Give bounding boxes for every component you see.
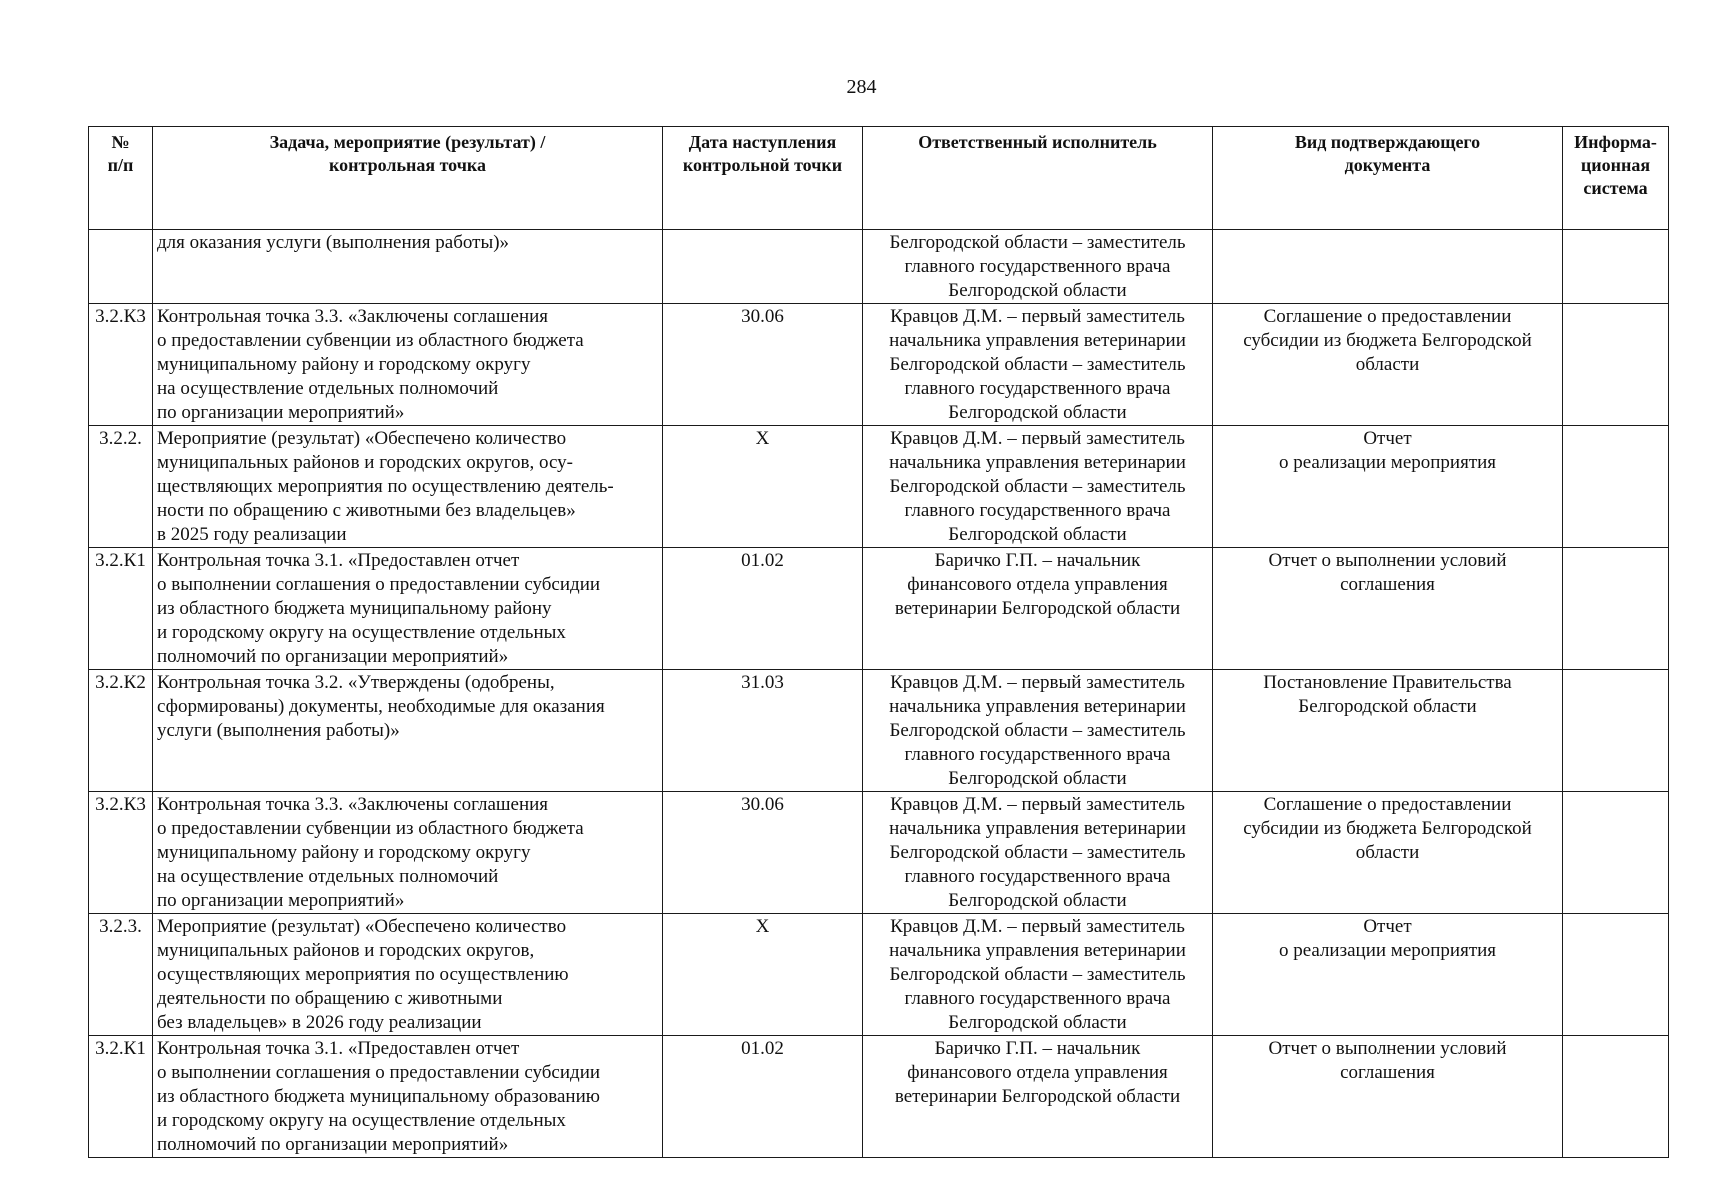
cell-date: 01.02 xyxy=(663,548,863,670)
cell-num: 3.2.2. xyxy=(89,426,153,548)
cell-responsible: Кравцов Д.М. – первый заместитель начальника управления ветеринарии Белгородской области – заместитель главного государственного врача Белгородской области xyxy=(863,914,1213,1036)
cell-document: Отчет о выполнении условий соглашения xyxy=(1213,548,1563,670)
cell-info-system xyxy=(1563,230,1669,304)
cell-info-system xyxy=(1563,304,1669,426)
cell-info-system xyxy=(1563,792,1669,914)
cell-document: Отчет о реализации мероприятия xyxy=(1213,914,1563,1036)
cell-task: Мероприятие (результат) «Обеспечено количество муниципальных районов и городских округов, осуществляющих мероприятия по осуществлению деятельности по обращению с животными без владельцев» в 2026 году реализации xyxy=(153,914,663,1036)
cell-document: Постановление Правительства Белгородской области xyxy=(1213,670,1563,792)
cell-info-system xyxy=(1563,548,1669,670)
cell-document xyxy=(1213,230,1563,304)
cell-task: Контрольная точка 3.3. «Заключены соглашения о предоставлении субвенции из областного бюджета муниципальному району и городскому округу на осуществление отдельных полномочий по организации мероприятий» xyxy=(153,792,663,914)
header-task: Задача, мероприятие (результат) / контрольная точка xyxy=(153,127,663,230)
cell-responsible: Белгородской области – заместитель главного государственного врача Белгородской области xyxy=(863,230,1213,304)
cell-document: Соглашение о предоставлении субсидии из бюджета Белгородской области xyxy=(1213,792,1563,914)
table-row xyxy=(89,914,1669,1036)
cell-date: X xyxy=(663,426,863,548)
cell-num: 3.2.3. xyxy=(89,914,153,1036)
header-info-system: Информа- ционная система xyxy=(1563,127,1669,230)
header-document: Вид подтверждающего документа xyxy=(1213,127,1563,230)
cell-info-system xyxy=(1563,426,1669,548)
cell-num: 3.2.К3 xyxy=(89,792,153,914)
cell-date: 30.06 xyxy=(663,304,863,426)
cell-date: 31.03 xyxy=(663,670,863,792)
cell-date xyxy=(663,230,863,304)
header-responsible: Ответственный исполнитель xyxy=(863,127,1213,230)
cell-document: Отчет о реализации мероприятия xyxy=(1213,426,1563,548)
control-points-table xyxy=(88,126,1669,1158)
cell-num xyxy=(89,230,153,304)
table-row xyxy=(89,548,1669,670)
table-row xyxy=(89,230,1669,304)
table-header-row xyxy=(89,127,1669,230)
header-num: № п/п xyxy=(89,127,153,230)
cell-document: Соглашение о предоставлении субсидии из бюджета Белгородской области xyxy=(1213,304,1563,426)
cell-responsible: Кравцов Д.М. – первый заместитель начальника управления ветеринарии Белгородской области – заместитель главного государственного врача Белгородской области xyxy=(863,304,1213,426)
cell-responsible: Баричко Г.П. – начальник финансового отдела управления ветеринарии Белгородской области xyxy=(863,548,1213,670)
cell-task: Контрольная точка 3.3. «Заключены соглашения о предоставлении субвенции из областного бюджета муниципальному району и городскому округу на осуществление отдельных полномочий по организации мероприятий» xyxy=(153,304,663,426)
cell-task: Мероприятие (результат) «Обеспечено количество муниципальных районов и городских округов, осу- ществляющих мероприятия по осуществлению деятель- ности по обращению с животными без владельцев» в 2025 году реализации xyxy=(153,426,663,548)
cell-document: Отчет о выполнении условий соглашения xyxy=(1213,1036,1563,1158)
cell-task: для оказания услуги (выполнения работы)» xyxy=(153,230,663,304)
cell-num: 3.2.К2 xyxy=(89,670,153,792)
page-number: 284 xyxy=(846,76,877,98)
table-row xyxy=(89,1036,1669,1158)
cell-responsible: Кравцов Д.М. – первый заместитель начальника управления ветеринарии Белгородской области – заместитель главного государственного врача Белгородской области xyxy=(863,426,1213,548)
cell-num: 3.2.К1 xyxy=(89,548,153,670)
cell-responsible: Кравцов Д.М. – первый заместитель начальника управления ветеринарии Белгородской области – заместитель главного государственного врача Белгородской области xyxy=(863,670,1213,792)
cell-responsible: Кравцов Д.М. – первый заместитель начальника управления ветеринарии Белгородской области – заместитель главного государственного врача Белгородской области xyxy=(863,792,1213,914)
cell-info-system xyxy=(1563,670,1669,792)
cell-task: Контрольная точка 3.2. «Утверждены (одобрены, сформированы) документы, необходимые для оказания услуги (выполнения работы)» xyxy=(153,670,663,792)
cell-info-system xyxy=(1563,1036,1669,1158)
table-row xyxy=(89,670,1669,792)
cell-info-system xyxy=(1563,914,1669,1036)
header-date: Дата наступления контрольной точки xyxy=(663,127,863,230)
cell-date: X xyxy=(663,914,863,1036)
table-row xyxy=(89,304,1669,426)
cell-task: Контрольная точка 3.1. «Предоставлен отчет о выполнении соглашения о предоставлении субсидии из областного бюджета муниципальному образованию и городскому округу на осуществление отдельных полномочий по организации мероприятий» xyxy=(153,1036,663,1158)
table-row xyxy=(89,426,1669,548)
cell-date: 30.06 xyxy=(663,792,863,914)
cell-num: 3.2.К3 xyxy=(89,304,153,426)
cell-task: Контрольная точка 3.1. «Предоставлен отчет о выполнении соглашения о предоставлении субсидии из областного бюджета муниципальному району и городскому округу на осуществление отдельных полномочий по организации мероприятий» xyxy=(153,548,663,670)
cell-responsible: Баричко Г.П. – начальник финансового отдела управления ветеринарии Белгородской области xyxy=(863,1036,1213,1158)
cell-num: 3.2.К1 xyxy=(89,1036,153,1158)
cell-date: 01.02 xyxy=(663,1036,863,1158)
table-row xyxy=(89,792,1669,914)
